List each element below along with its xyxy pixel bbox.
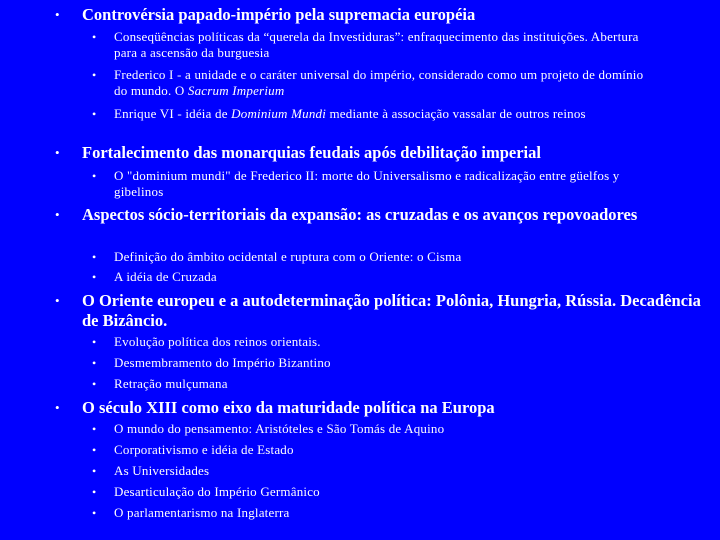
sub-item-imperio-germanico: Desarticulação do Império Germânico: [114, 484, 320, 499]
sub-item-parlamentarismo: O parlamentarismo na Inglaterra: [114, 505, 290, 520]
sub-item-enrique-vi: Enrique VI - idéia de Dominium Mundi mediante à associação vassalar de outros reinos: [114, 106, 586, 121]
sub-bullet-marker: •: [92, 506, 97, 520]
sub-bullet-marker: •: [92, 485, 97, 499]
sub-bullet-marker: •: [92, 356, 97, 370]
sub-bullet-marker: •: [92, 107, 97, 121]
topic-title: Fortalecimento das monarquias feudais após debilitação imperial: [82, 143, 541, 162]
sub-item-cisma: Definição do âmbito ocidental e ruptura com o Oriente: o Cisma: [114, 249, 462, 264]
bullet-marker: •: [55, 400, 60, 415]
sub-item-universidades: As Universidades: [114, 463, 210, 478]
sub-item-mulcumana: Retração mulçumana: [114, 376, 228, 391]
sub-item-dominium-mundi: O "dominium mundi" de Frederico II: morte do Universalismo e radicalização entre güelfos y gibelinos: [114, 168, 620, 199]
sub-bullet-marker: •: [92, 68, 97, 82]
bullet-marker: •: [55, 7, 60, 22]
sub-item-cruzada: A idéia de Cruzada: [114, 269, 217, 284]
topic-title: O século XIII como eixo da maturidade política na Europa: [82, 398, 495, 417]
topic-title: O Oriente europeu e a autodeterminação política: Polônia, Hungria, Rússia. Decadência de Bizâncio.: [82, 291, 701, 330]
sub-item-corporativismo: Corporativismo e idéia de Estado: [114, 442, 294, 457]
sub-bullet-marker: •: [92, 422, 97, 436]
sub-bullet-marker: •: [92, 335, 97, 349]
sub-bullet-marker: •: [92, 169, 97, 183]
topic-title: Aspectos sócio-territoriais da expansão: as cruzadas e os avanços repovoadores: [82, 205, 638, 224]
sub-bullet-marker: •: [92, 30, 97, 44]
bullet-marker: •: [55, 293, 60, 308]
sub-bullet-marker: •: [92, 270, 97, 284]
sub-bullet-marker: •: [92, 464, 97, 478]
bullet-marker: •: [55, 207, 60, 222]
sub-bullet-marker: •: [92, 250, 97, 264]
sub-item-bizantino: Desmembramento do Império Bizantino: [114, 355, 331, 370]
sub-bullet-marker: •: [92, 443, 97, 457]
topic-title: Controvérsia papado-império pela supremacia européia: [82, 5, 476, 24]
sub-item-pensamento: O mundo do pensamento: Aristóteles e São Tomás de Aquino: [114, 421, 445, 436]
bullet-marker: •: [55, 145, 60, 160]
sub-item-reinos-orientais: Evolução política dos reinos orientais.: [114, 334, 321, 349]
sub-item-frederico-i: Frederico I - a unidade e o caráter universal do império, considerado como um projeto de domínio do mundo. O Sacrum Imperium: [114, 67, 644, 98]
sub-item-investiduras: Conseqüências políticas da “querela da Investiduras”: enfraquecimento das instituições. Abertura para a ascensão da burguesia: [114, 29, 639, 60]
sub-bullet-marker: •: [92, 377, 97, 391]
